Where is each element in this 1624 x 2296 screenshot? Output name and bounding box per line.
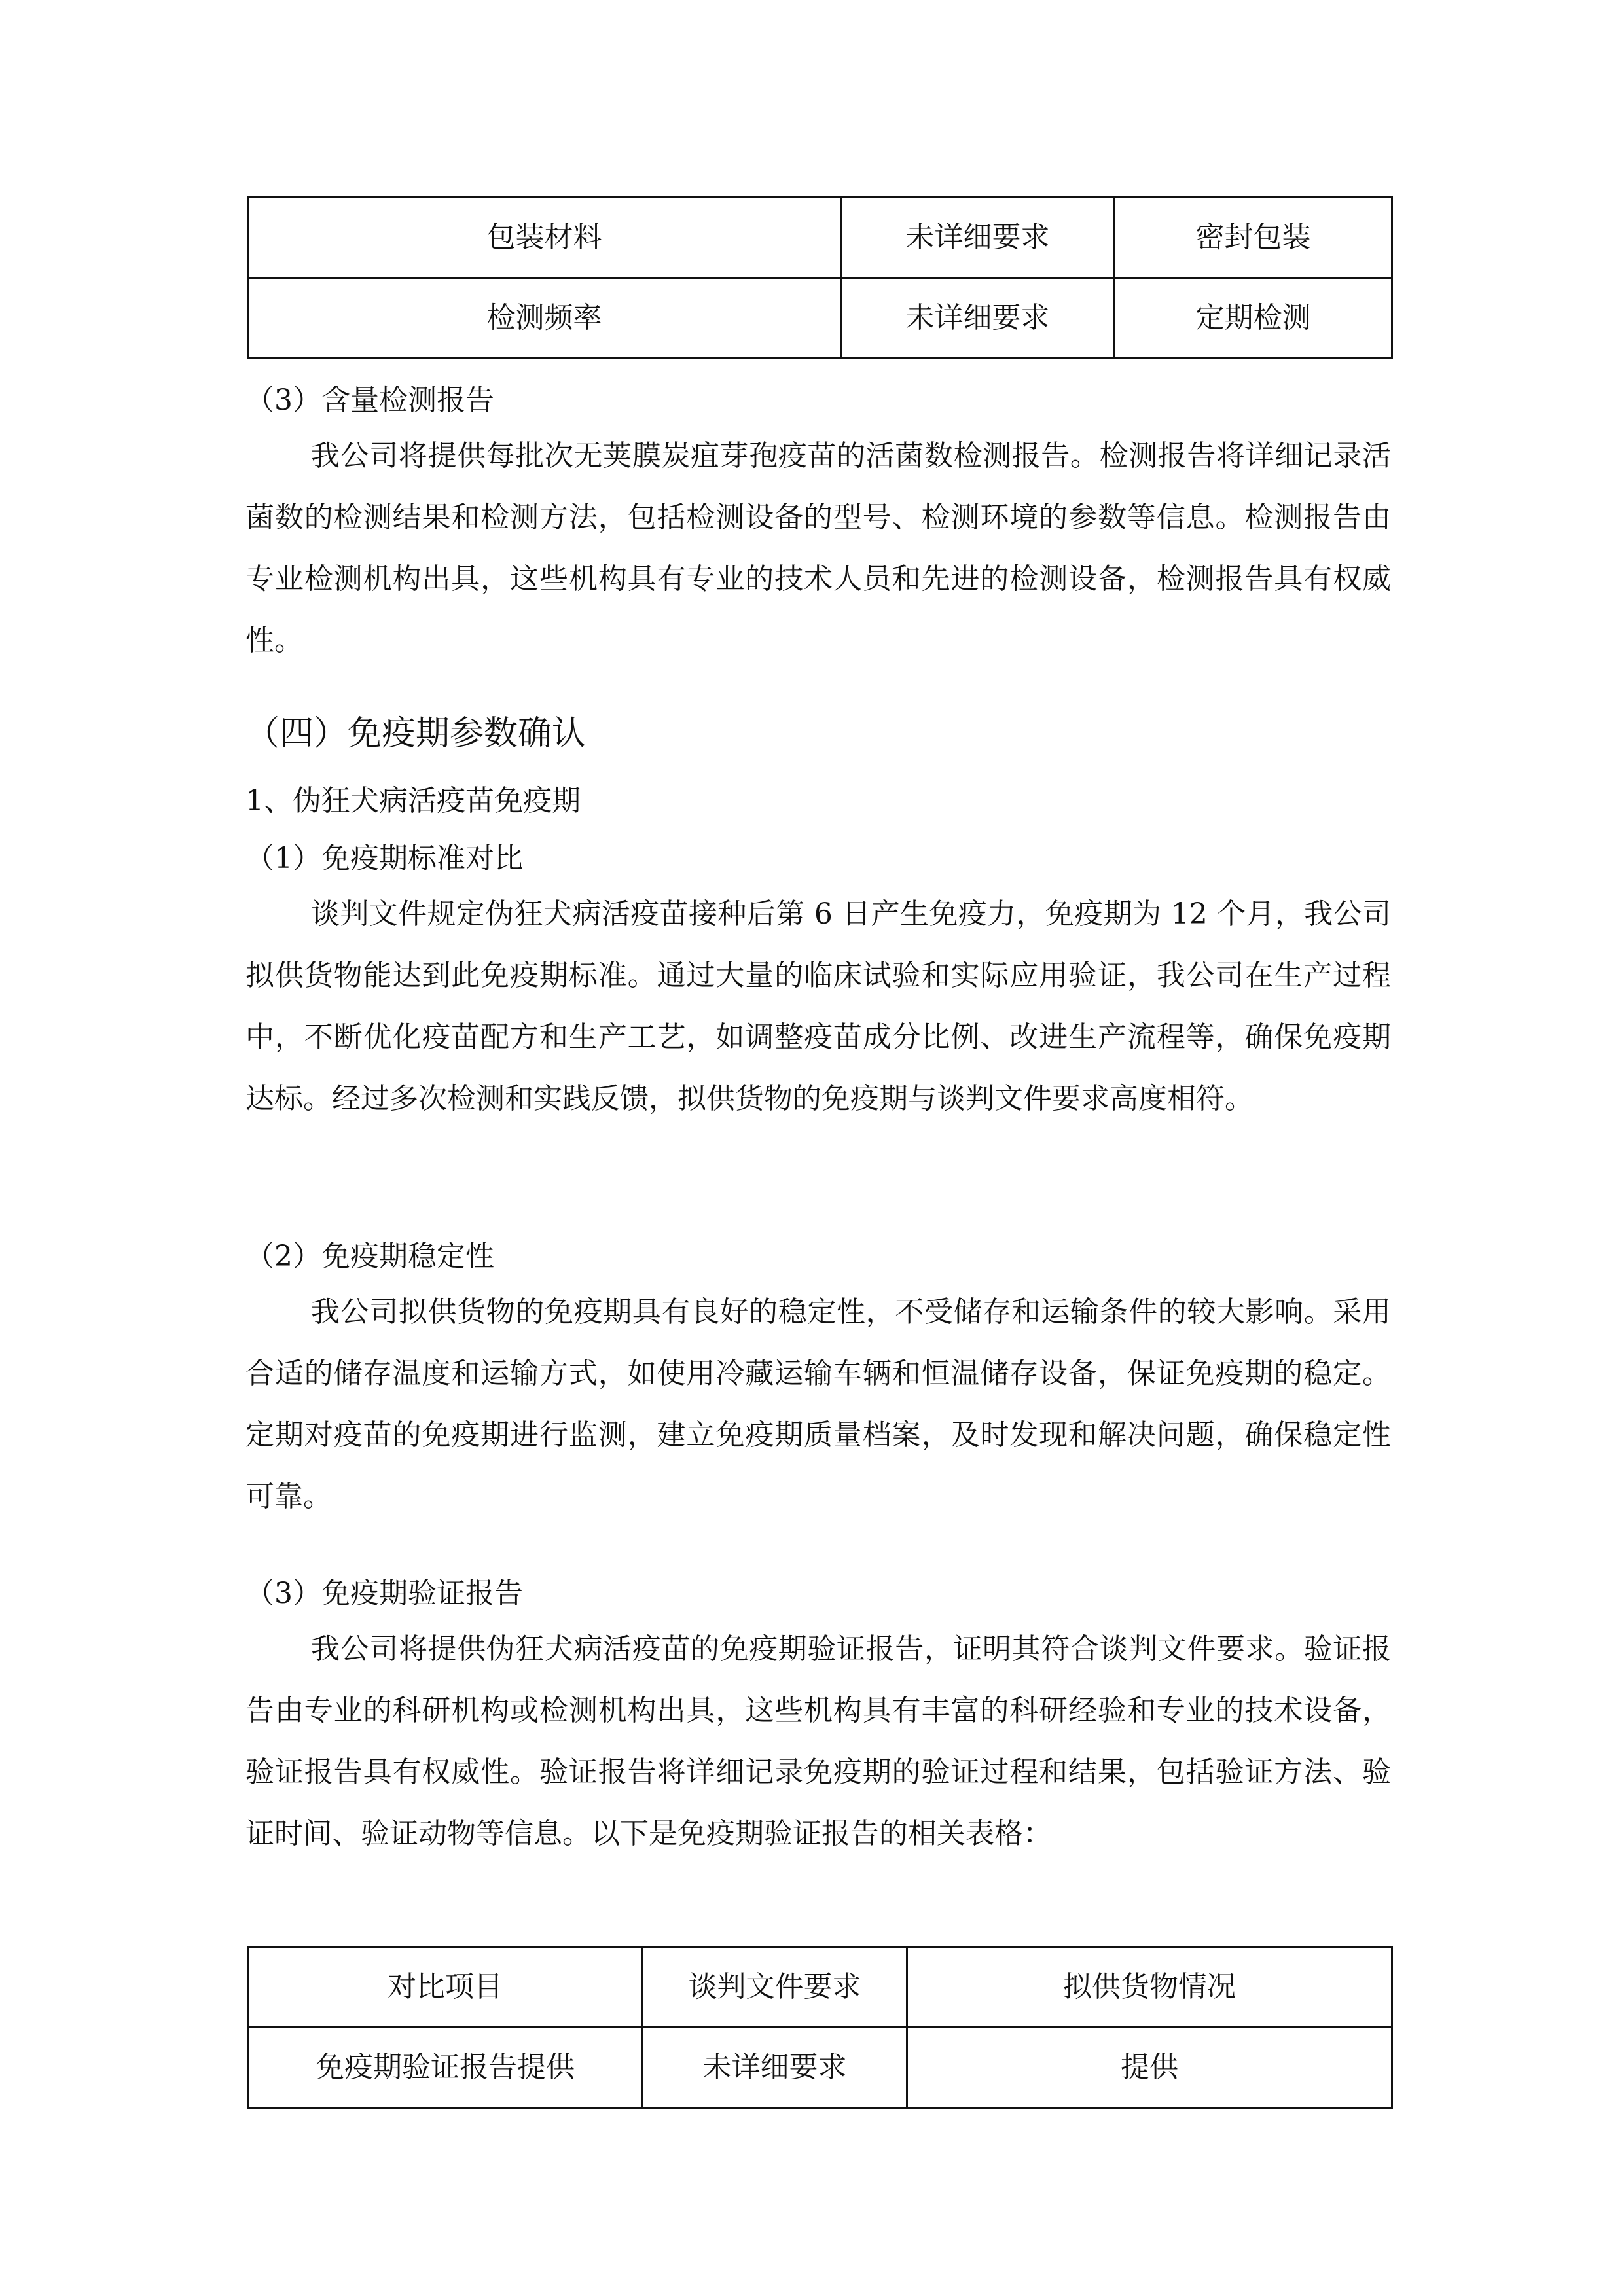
table-header-row: [248, 1947, 1392, 2028]
table-cell: 定期检测: [1115, 278, 1392, 359]
table-cell: 包装材料: [248, 198, 841, 278]
table-cell: 检测频率: [248, 278, 841, 359]
immunity-verification-paragraph: 我公司将提供伪狂犬病活疫苗的免疫期验证报告，证明其符合谈判文件要求。验证报告由专业的科研机构或检测机构出具，这些机构具有丰富的科研经验和专业的技术设备，验证报告具有权威性。验证报告将详细记录免疫期的验证过程和结果，包括验证方法、验证时间、验证动物等信息。以下是免疫期验证报告的相关表格：: [245, 1632, 1391, 1850]
table-row: [248, 278, 1392, 359]
section-four-title: （四）免疫期参数确认: [245, 714, 586, 753]
immunity-standard-paragraph: 谈判文件规定伪狂犬病活疫苗接种后第 6 日产生免疫力，免疫期为 12 个月，我公司拟供货物能达到此免疫期标准。通过大量的临床试验和实际应用验证，我公司在生产过程中，不断优化疫苗配方和生产工艺，如调整疫苗成分比例、改进生产流程等，确保免疫期达标。经过多次检测和实践反馈，拟供货物的免疫期与谈判文件要求高度相符。: [245, 897, 1391, 1115]
table-header-cell: 拟供货物情况: [907, 1947, 1392, 2028]
content-report-paragraph: 我公司将提供每批次无荚膜炭疽芽孢疫苗的活菌数检测报告。检测报告将详细记录活菌数的检测结果和检测方法，包括检测设备的型号、检测环境的参数等信息。检测报告由专业检测机构出具，这些机构具有专业的技术人员和先进的检测设备，检测报告具有权威性。: [245, 439, 1391, 657]
table-row: [248, 2028, 1392, 2108]
immunity-verification-table: [247, 1946, 1393, 2109]
packaging-testing-table: [247, 196, 1393, 359]
table-cell: 未详细要求: [841, 278, 1115, 359]
content-report-heading: （3）含量检测报告: [245, 384, 494, 417]
table-cell: 免疫期验证报告提供: [248, 2028, 643, 2108]
section-four-subtitle: 1、伪狂犬病活疫苗免疫期: [245, 784, 581, 817]
table-row: [248, 198, 1392, 278]
immunity-stability-heading: （2）免疫期稳定性: [245, 1240, 494, 1273]
table-cell: 提供: [907, 2028, 1392, 2108]
immunity-standard-heading: （1）免疫期标准对比: [245, 842, 523, 875]
table-cell: 密封包装: [1115, 198, 1392, 278]
table-cell: 未详细要求: [841, 198, 1115, 278]
table-header-cell: 谈判文件要求: [643, 1947, 907, 2028]
table-cell: 未详细要求: [643, 2028, 907, 2108]
table-header-cell: 对比项目: [248, 1947, 643, 2028]
immunity-stability-paragraph: 我公司拟供货物的免疫期具有良好的稳定性，不受储存和运输条件的较大影响。采用合适的储存温度和运输方式，如使用冷藏运输车辆和恒温储存设备，保证免疫期的稳定。定期对疫苗的免疫期进行监测，建立免疫期质量档案，及时发现和解决问题，确保稳定性可靠。: [245, 1295, 1391, 1513]
immunity-verification-heading: （3）免疫期验证报告: [245, 1577, 523, 1610]
